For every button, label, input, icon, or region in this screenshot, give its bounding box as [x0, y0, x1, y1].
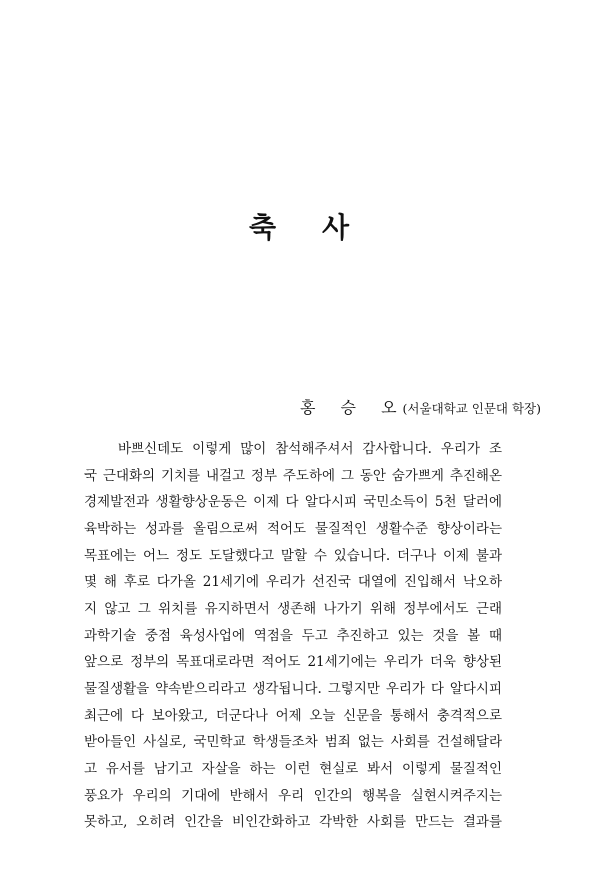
page-title — [0, 208, 600, 248]
body-line: 앞으로 정부의 목표대로라면 적어도 21세기에는 우리가 더욱 향상된 — [84, 654, 502, 671]
body-line: 지 않고 그 위치를 유지하면서 생존해 나가기 위해 정부에서도 근래 — [84, 600, 502, 617]
body-line: 물질생활을 약속받으리라고 생각됩니다. 그렇지만 우리가 다 알다시피 — [84, 680, 502, 697]
body-line: 목표에는 어느 정도 도달했다고 말할 수 있습니다. 더구나 이제 불과 — [84, 547, 502, 564]
body-line: 몇 해 후로 다가올 21세기에 우리가 선진국 대열에 진입해서 낙오하 — [84, 574, 502, 591]
body-line: 못하고, 오히려 인간을 비인간화하고 각박한 사회를 만드는 결과를 — [84, 814, 502, 831]
body-line: 육박하는 성과를 올림으로써 적어도 물질적인 생활수준 향상이라는 — [84, 520, 502, 537]
author-name: 홍 승 오 — [300, 398, 407, 417]
body-line: 고 유서를 남기고 자살을 하는 이런 현실로 봐서 이렇게 물질적인 — [84, 760, 502, 777]
body-line: 풍요가 우리의 기대에 반해서 우리 인간의 행복을 실현시켜주지는 — [84, 787, 502, 804]
author-affiliation: (서울대학교 인문대 학장) — [402, 401, 541, 416]
body-paragraph — [84, 436, 502, 836]
title-char-2: 사 — [322, 211, 352, 244]
body-line: 받아들인 사실로, 국민학교 학생들조차 범죄 없는 사회를 건설해달라 — [84, 734, 502, 751]
author-line — [300, 396, 541, 421]
body-line: 경제발전과 생활향상운동은 이제 다 알다시피 국민소득이 5천 달러에 — [84, 494, 502, 511]
title-char-1: 축 — [248, 211, 278, 244]
body-line: 과학기술 중점 육성사업에 역점을 두고 추진하고 있는 것을 볼 때 — [84, 627, 502, 644]
body-line: 최근에 다 보아왔고, 더군다나 어제 오늘 신문을 통해서 충격적으로 — [84, 707, 502, 724]
body-line: 국 근대화의 기치를 내걸고 정부 주도하에 그 동안 숨가쁘게 추진해온 — [84, 467, 502, 484]
body-line: 바쁘신데도 이렇게 많이 참석해주셔서 감사합니다. 우리가 조 — [118, 441, 502, 457]
